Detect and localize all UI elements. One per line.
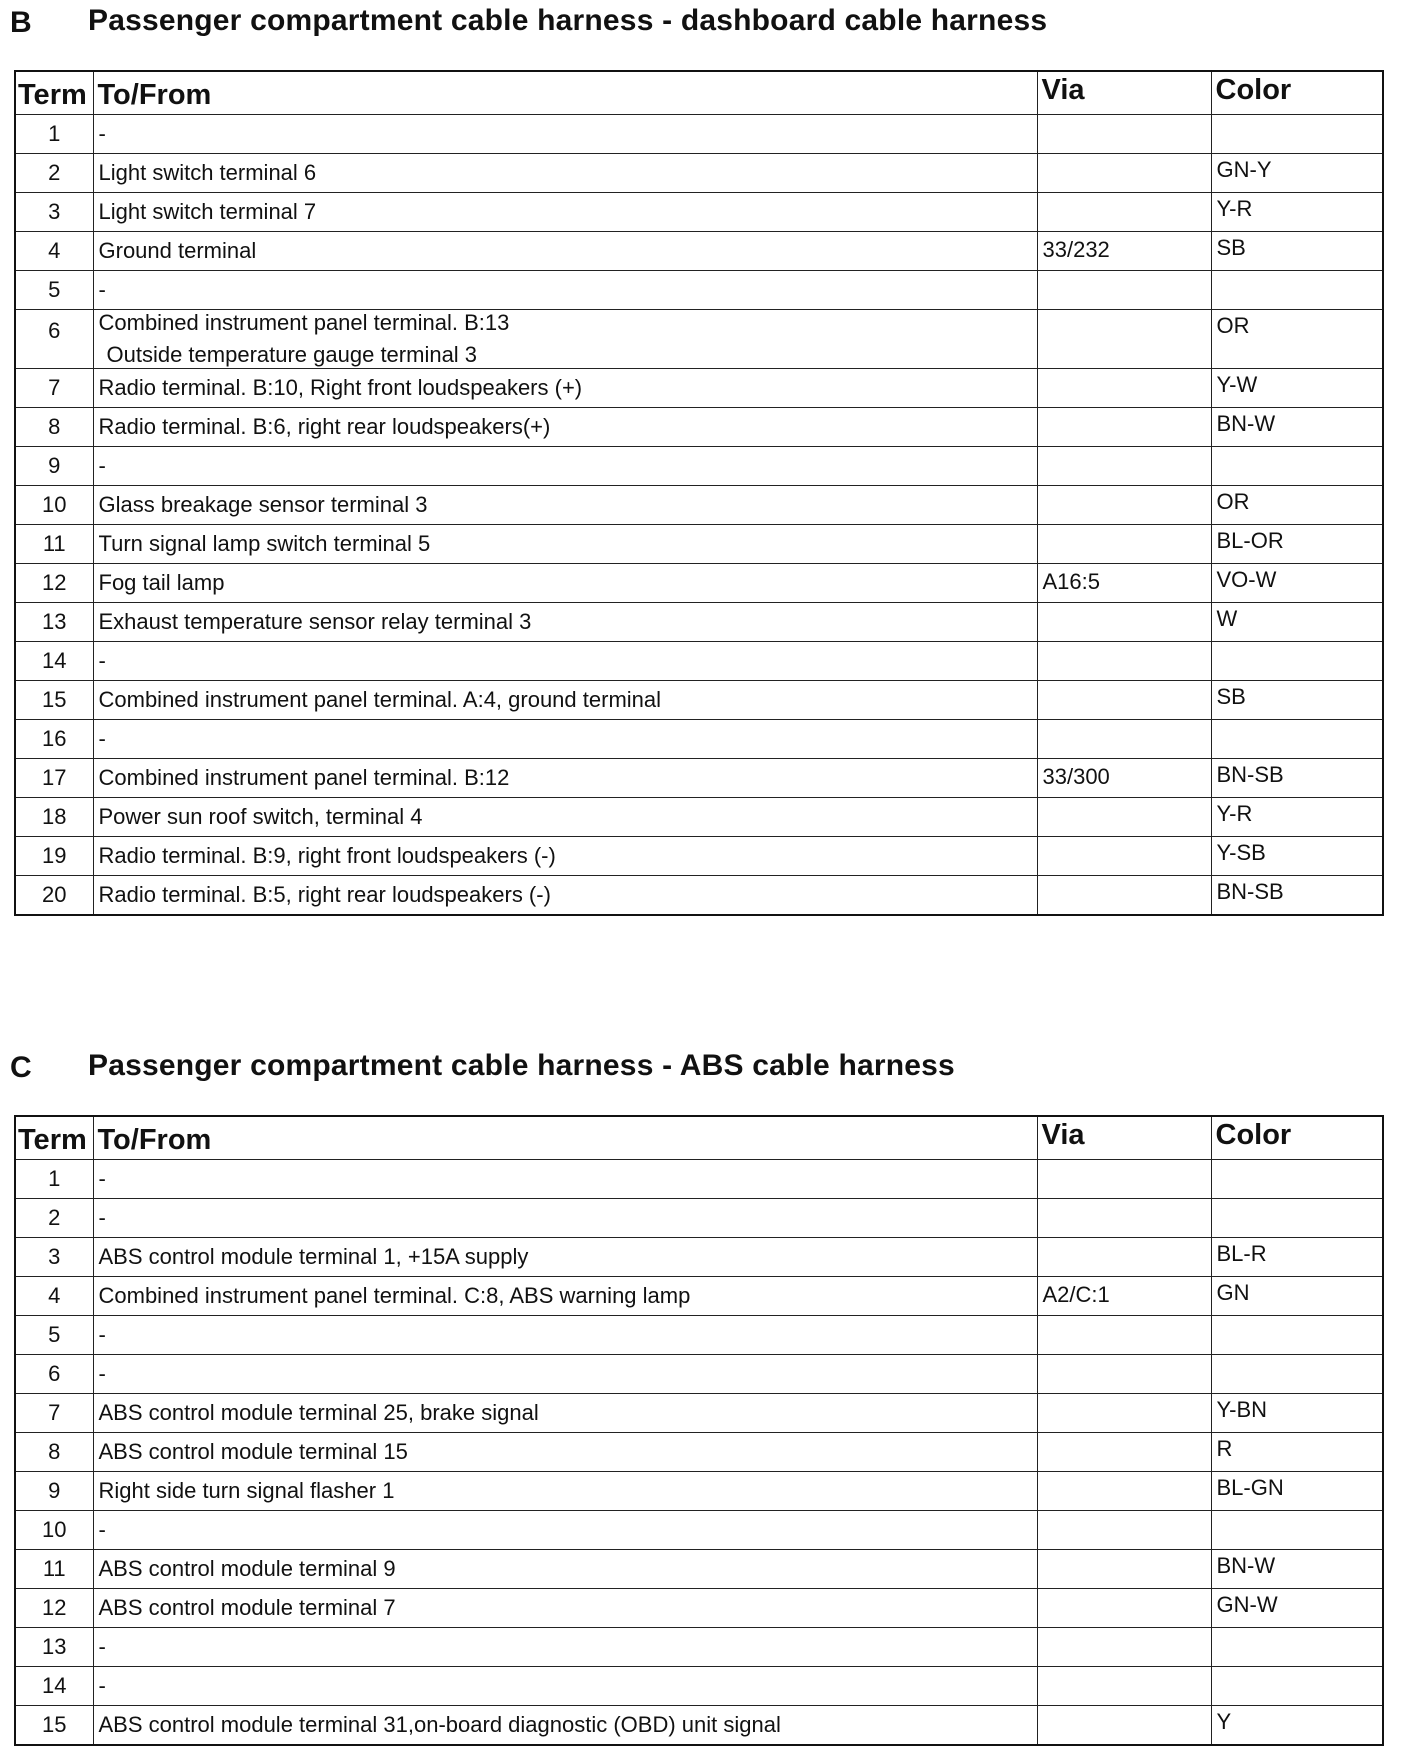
color-cell: [1211, 642, 1383, 681]
to-from-text: Power sun roof switch, terminal 4: [98, 804, 423, 829]
to-from-text: Combined instrument panel terminal. A:4, ground terminal: [98, 687, 662, 712]
to-from-cell: [93, 681, 1037, 720]
column-header-via: Via: [1037, 1116, 1211, 1160]
to-from-text: Light switch terminal 6: [98, 160, 317, 185]
color-cell: [1211, 271, 1383, 310]
table-row: [15, 154, 1383, 193]
table-row: [15, 1433, 1383, 1472]
color-cell: W: [1211, 603, 1383, 642]
term-cell: 10: [15, 1511, 93, 1550]
section-b-title: Passenger compartment cable harness - dashboard cable harness: [88, 4, 1048, 37]
color-cell: BL-R: [1211, 1238, 1383, 1277]
via-cell: [1037, 603, 1211, 642]
term-cell: 16: [15, 720, 93, 759]
via-cell: [1037, 310, 1211, 369]
to-from-cell: [93, 271, 1037, 310]
column-header-color: Color: [1211, 71, 1383, 115]
via-cell: [1037, 369, 1211, 408]
term-cell: 8: [15, 408, 93, 447]
term-cell: 18: [15, 798, 93, 837]
via-cell: [1037, 1433, 1211, 1472]
via-cell: [1037, 1511, 1211, 1550]
term-cell: 9: [15, 1472, 93, 1511]
table-row: [15, 1628, 1383, 1667]
color-cell: [1211, 115, 1383, 154]
term-cell: 17: [15, 759, 93, 798]
column-header-via: Via: [1037, 71, 1211, 115]
via-cell: [1037, 1472, 1211, 1511]
via-cell: [1037, 1706, 1211, 1746]
table-row: [15, 369, 1383, 408]
to-from-text: ABS control module terminal 1, +15A supply: [98, 1244, 529, 1269]
term-cell: 5: [15, 271, 93, 310]
to-from-text: -: [98, 1166, 106, 1191]
table-row: [15, 408, 1383, 447]
color-cell: OR: [1211, 310, 1383, 369]
column-header-to-from: To/From: [93, 1116, 1037, 1160]
color-cell: [1211, 1160, 1383, 1199]
color-cell: OR: [1211, 486, 1383, 525]
table-row: [15, 1316, 1383, 1355]
to-from-cell: [93, 1199, 1037, 1238]
to-from-text: -: [98, 1673, 106, 1698]
table-row: [15, 681, 1383, 720]
via-cell: A16:5: [1037, 564, 1211, 603]
table-row: [15, 1355, 1383, 1394]
color-cell: BN-W: [1211, 408, 1383, 447]
to-from-text: -: [98, 648, 106, 673]
to-from-cell: [93, 193, 1037, 232]
to-from-text: Exhaust temperature sensor relay terminal 3: [98, 609, 532, 634]
to-from-text: ABS control module terminal 15: [98, 1439, 408, 1464]
to-from-cell: [93, 1589, 1037, 1628]
via-cell: [1037, 1667, 1211, 1706]
via-cell: [1037, 642, 1211, 681]
to-from-cell: [93, 642, 1037, 681]
via-cell: A2/C:1: [1037, 1277, 1211, 1316]
to-from-cell: [93, 759, 1037, 798]
to-from-cell: [93, 837, 1037, 876]
term-cell: 10: [15, 486, 93, 525]
to-from-text: -: [98, 1517, 106, 1542]
via-cell: 33/232: [1037, 232, 1211, 271]
via-cell: [1037, 115, 1211, 154]
term-cell: 11: [15, 525, 93, 564]
via-cell: [1037, 447, 1211, 486]
via-cell: [1037, 271, 1211, 310]
to-from-cell: [93, 310, 1037, 369]
to-from-text: Combined instrument panel terminal. B:13: [98, 310, 510, 335]
to-from-cell: [93, 408, 1037, 447]
term-cell: 7: [15, 369, 93, 408]
table-row: [15, 1238, 1383, 1277]
to-from-text: ABS control module terminal 9: [98, 1556, 396, 1581]
color-cell: BL-OR: [1211, 525, 1383, 564]
color-cell: SB: [1211, 232, 1383, 271]
to-from-cell: [93, 232, 1037, 271]
to-from-cell: [93, 1550, 1037, 1589]
to-from-cell: [93, 1706, 1037, 1746]
table-row: [15, 1394, 1383, 1433]
table-row: [15, 1199, 1383, 1238]
via-cell: [1037, 1238, 1211, 1277]
color-cell: BN-W: [1211, 1550, 1383, 1589]
color-cell: BN-SB: [1211, 759, 1383, 798]
color-cell: [1211, 720, 1383, 759]
to-from-text: -: [98, 1322, 106, 1347]
to-from-cell: [93, 1511, 1037, 1550]
color-cell: [1211, 1355, 1383, 1394]
to-from-text: Radio terminal. B:9, right front loudspeakers (-): [98, 843, 556, 868]
color-cell: [1211, 1511, 1383, 1550]
to-from-text: Light switch terminal 7: [98, 199, 317, 224]
via-cell: [1037, 1628, 1211, 1667]
via-cell: [1037, 193, 1211, 232]
table-row: [15, 310, 1383, 369]
color-cell: Y-BN: [1211, 1394, 1383, 1433]
to-from-cell: [93, 447, 1037, 486]
via-cell: [1037, 1199, 1211, 1238]
to-from-cell: [93, 1160, 1037, 1199]
to-from-cell: [93, 564, 1037, 603]
term-cell: 14: [15, 1667, 93, 1706]
table-row: [15, 1472, 1383, 1511]
color-cell: [1211, 1316, 1383, 1355]
color-cell: [1211, 1667, 1383, 1706]
table-body: [15, 115, 1383, 916]
table-row: [15, 1160, 1383, 1199]
to-from-text: Radio terminal. B:5, right rear loudspeakers (-): [98, 882, 551, 907]
to-from-text: -: [98, 1361, 106, 1386]
table-row: [15, 759, 1383, 798]
to-from-cell: [93, 720, 1037, 759]
term-cell: 20: [15, 876, 93, 916]
color-cell: VO-W: [1211, 564, 1383, 603]
term-cell: 6: [15, 310, 93, 369]
to-from-text: Combined instrument panel terminal. B:12: [98, 765, 510, 790]
color-cell: Y-W: [1211, 369, 1383, 408]
column-header-color: Color: [1211, 1116, 1383, 1160]
table-header-row: [15, 71, 1383, 115]
table-row: [15, 720, 1383, 759]
to-from-text: -: [98, 453, 106, 478]
to-from-text: Glass breakage sensor terminal 3: [98, 492, 428, 517]
term-cell: 3: [15, 193, 93, 232]
term-cell: 13: [15, 1628, 93, 1667]
table-row: [15, 1589, 1383, 1628]
to-from-text: Right side turn signal flasher 1: [98, 1478, 395, 1503]
table-row: [15, 798, 1383, 837]
table-row: [15, 1706, 1383, 1746]
term-cell: 8: [15, 1433, 93, 1472]
section-b-header: [0, 0, 1408, 60]
color-cell: GN-W: [1211, 1589, 1383, 1628]
color-cell: GN-Y: [1211, 154, 1383, 193]
to-from-cell: [93, 1472, 1037, 1511]
via-cell: [1037, 1550, 1211, 1589]
term-cell: 12: [15, 1589, 93, 1628]
color-cell: SB: [1211, 681, 1383, 720]
to-from-cell: [93, 798, 1037, 837]
via-cell: [1037, 525, 1211, 564]
to-from-text: ABS control module terminal 7: [98, 1595, 396, 1620]
via-cell: [1037, 798, 1211, 837]
to-from-cell: [93, 486, 1037, 525]
to-from-cell: [93, 369, 1037, 408]
term-cell: 2: [15, 1199, 93, 1238]
to-from-text: ABS control module terminal 31,on-board diagnostic (OBD) unit signal: [98, 1712, 781, 1737]
table-body: [15, 1160, 1383, 1746]
color-cell: [1211, 447, 1383, 486]
section-c-header: [0, 1045, 1408, 1105]
to-from-text: Combined instrument panel terminal. C:8, ABS warning lamp: [98, 1283, 691, 1308]
via-cell: [1037, 837, 1211, 876]
via-cell: [1037, 1394, 1211, 1433]
table-row: [15, 447, 1383, 486]
term-cell: 1: [15, 1160, 93, 1199]
to-from-cell: [93, 1238, 1037, 1277]
table-row: [15, 564, 1383, 603]
table-row: [15, 642, 1383, 681]
color-cell: [1211, 1199, 1383, 1238]
dashboard-harness-table: [14, 70, 1384, 916]
via-cell: [1037, 681, 1211, 720]
to-from-cell: [93, 1433, 1037, 1472]
to-from-cell: [93, 1667, 1037, 1706]
table-row: [15, 115, 1383, 154]
column-header-term: Term: [15, 71, 93, 115]
via-cell: [1037, 1316, 1211, 1355]
to-from-text: -: [98, 277, 106, 302]
via-cell: [1037, 1355, 1211, 1394]
to-from-cell: [93, 603, 1037, 642]
term-cell: 5: [15, 1316, 93, 1355]
to-from-text: Turn signal lamp switch terminal 5: [98, 531, 431, 556]
column-header-to-from: To/From: [93, 71, 1037, 115]
term-cell: 4: [15, 232, 93, 271]
color-cell: BN-SB: [1211, 876, 1383, 916]
term-cell: 11: [15, 1550, 93, 1589]
column-header-term: Term: [15, 1116, 93, 1160]
via-cell: [1037, 720, 1211, 759]
to-from-text: Radio terminal. B:10, Right front loudspeakers (+): [98, 375, 583, 400]
table-row: [15, 232, 1383, 271]
table-header-row: [15, 1116, 1383, 1160]
term-cell: 12: [15, 564, 93, 603]
color-cell: Y: [1211, 1706, 1383, 1746]
to-from-text: Ground terminal: [98, 238, 257, 263]
to-from-text-line-2: Outside temperature gauge terminal 3: [106, 342, 478, 367]
color-cell: Y-R: [1211, 193, 1383, 232]
abs-harness-table: [14, 1115, 1384, 1746]
to-from-cell: [93, 1355, 1037, 1394]
to-from-cell: [93, 154, 1037, 193]
table-row: [15, 876, 1383, 916]
via-cell: [1037, 408, 1211, 447]
to-from-cell: [93, 1394, 1037, 1433]
table-row: [15, 1667, 1383, 1706]
section-c-letter: C: [10, 1051, 32, 1084]
to-from-text: -: [98, 121, 106, 146]
via-cell: [1037, 1589, 1211, 1628]
color-cell: [1211, 1628, 1383, 1667]
table-row: [15, 193, 1383, 232]
section-c-title: Passenger compartment cable harness - ABS cable harness: [88, 1049, 955, 1082]
to-from-text: ABS control module terminal 25, brake signal: [98, 1400, 539, 1425]
table-row: [15, 525, 1383, 564]
table-row: [15, 1511, 1383, 1550]
term-cell: 9: [15, 447, 93, 486]
to-from-text: Fog tail lamp: [98, 570, 225, 595]
color-cell: Y-SB: [1211, 837, 1383, 876]
term-cell: 15: [15, 681, 93, 720]
term-cell: 2: [15, 154, 93, 193]
section-b-letter: B: [10, 6, 32, 39]
color-cell: GN: [1211, 1277, 1383, 1316]
term-cell: 1: [15, 115, 93, 154]
term-cell: 4: [15, 1277, 93, 1316]
term-cell: 7: [15, 1394, 93, 1433]
term-cell: 15: [15, 1706, 93, 1746]
to-from-cell: [93, 1277, 1037, 1316]
to-from-text: Radio terminal. B:6, right rear loudspeakers(+): [98, 414, 551, 439]
color-cell: BL-GN: [1211, 1472, 1383, 1511]
color-cell: Y-R: [1211, 798, 1383, 837]
to-from-text: -: [98, 1205, 106, 1230]
to-from-text: -: [98, 1634, 106, 1659]
table-row: [15, 1550, 1383, 1589]
table-row: [15, 486, 1383, 525]
table-row: [15, 271, 1383, 310]
color-cell: R: [1211, 1433, 1383, 1472]
table-row: [15, 837, 1383, 876]
via-cell: [1037, 876, 1211, 916]
term-cell: 13: [15, 603, 93, 642]
via-cell: 33/300: [1037, 759, 1211, 798]
to-from-cell: [93, 115, 1037, 154]
table-row: [15, 603, 1383, 642]
term-cell: 3: [15, 1238, 93, 1277]
to-from-cell: [93, 1628, 1037, 1667]
term-cell: 14: [15, 642, 93, 681]
via-cell: [1037, 1160, 1211, 1199]
to-from-cell: [93, 1316, 1037, 1355]
table-row: [15, 1277, 1383, 1316]
to-from-text: -: [98, 726, 106, 751]
term-cell: 6: [15, 1355, 93, 1394]
via-cell: [1037, 486, 1211, 525]
via-cell: [1037, 154, 1211, 193]
term-cell: 19: [15, 837, 93, 876]
to-from-cell: [93, 876, 1037, 916]
to-from-cell: [93, 525, 1037, 564]
